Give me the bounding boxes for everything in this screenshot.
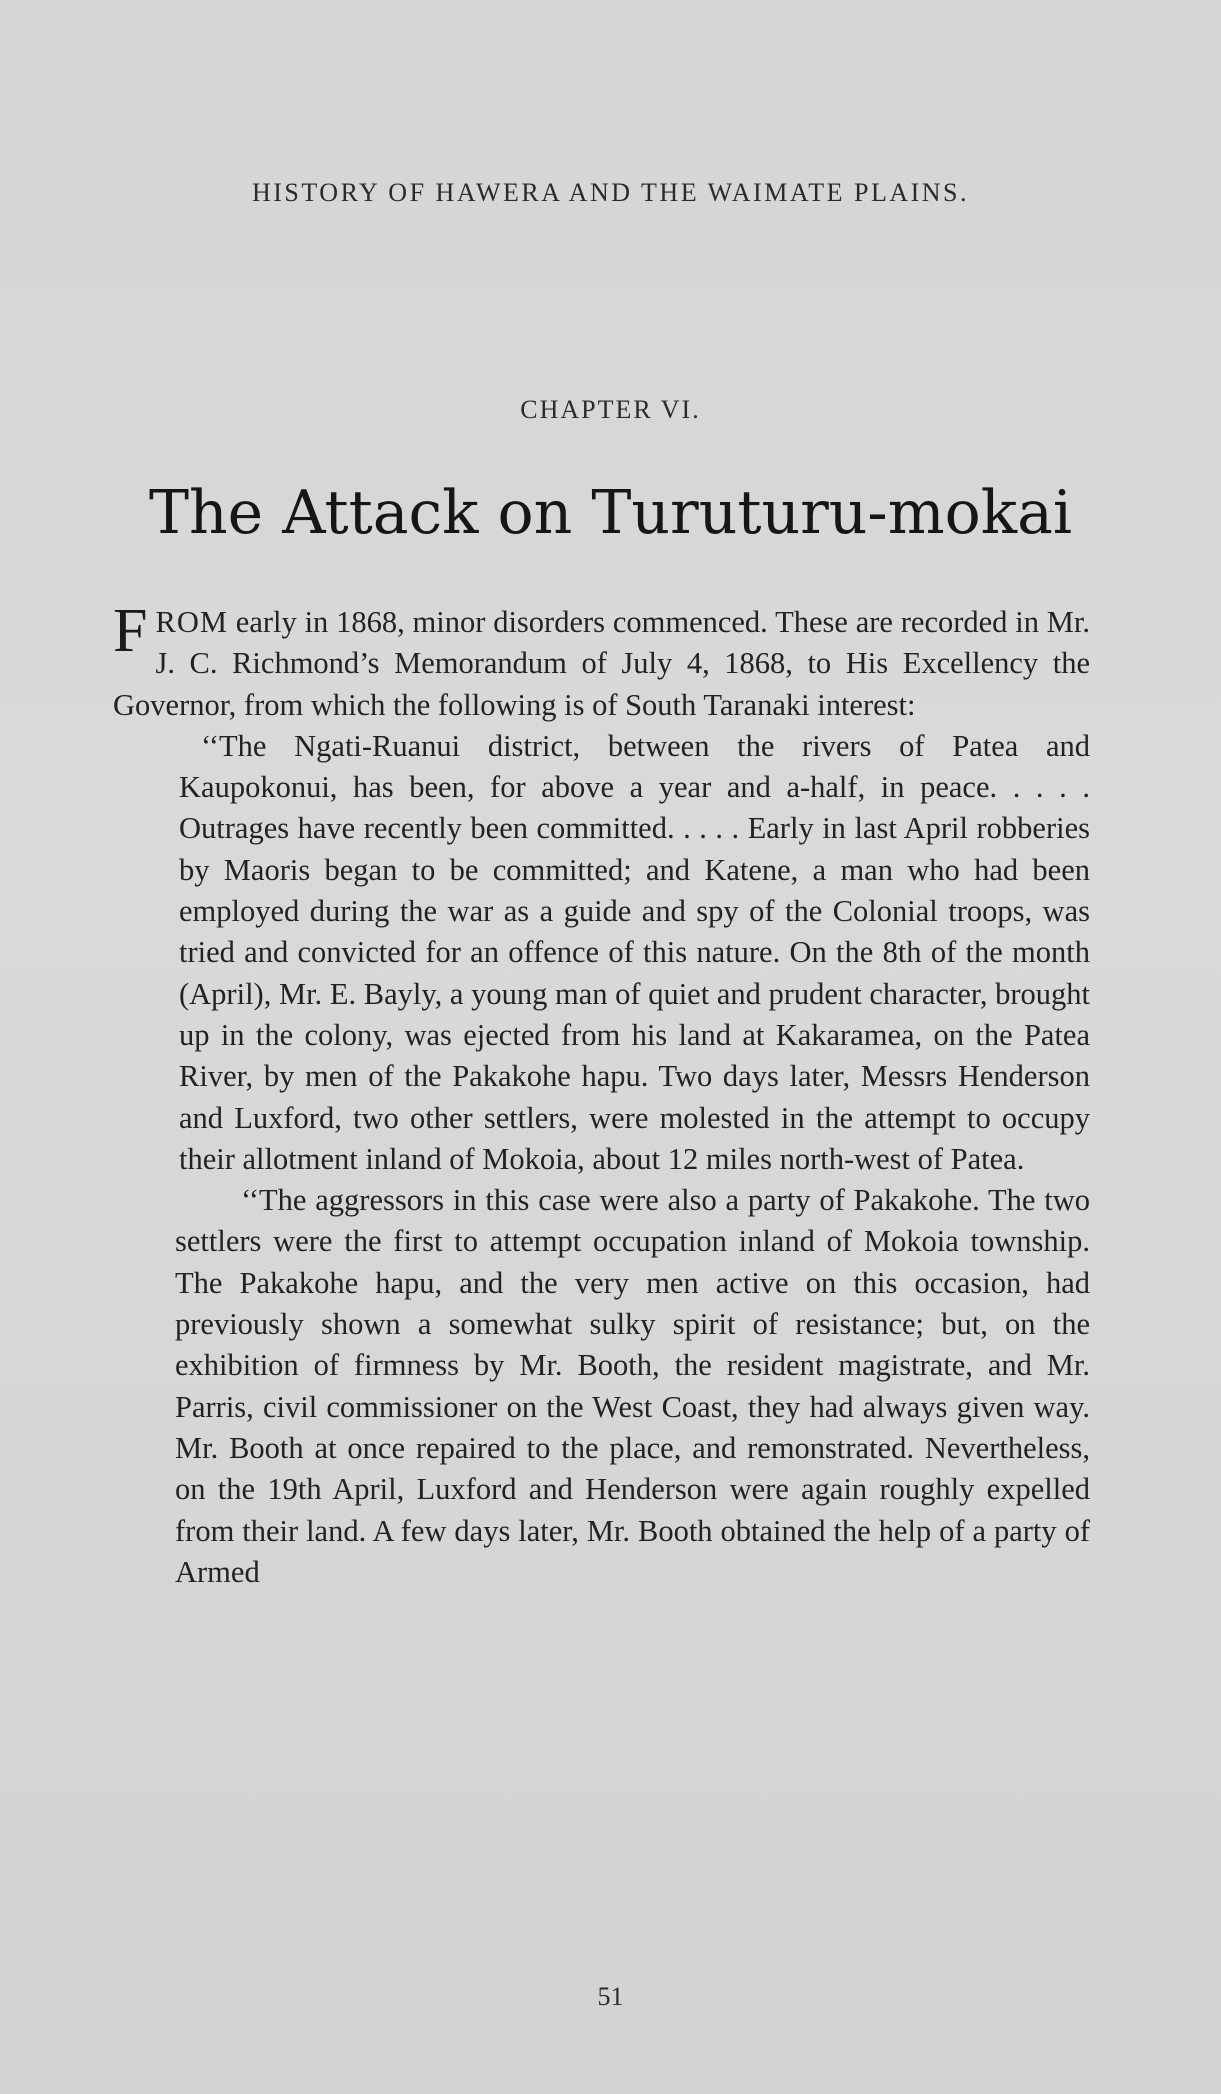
running-head: HISTORY OF HAWERA AND THE WAIMATE PLAINS.	[252, 178, 969, 207]
body-text	[113, 597, 1090, 1593]
quoted-paragraph-1: ‘‘The Ngati-Ruanui district, between the rivers of Patea and Kaupokonui, has been, for above a year and a-half, in peace. . . . . Outrages have recently been committed. . . . . Early in last April robberies by Maoris began to be committed; and Katene, a man who had been employed during the war as a guide and spy of the Colonial troops, was tried and convicted for an offence of this nature. On the 8th of the month (April), Mr. E. Bayly, a young man of quiet and prudent character, brought up in the colony, was ejected from his land at Kakaramea, on the Patea River, by men of the Pakakohe hapu. Two days later, Messrs Henderson and Luxford, two other settlers, were molested in the attempt to occupy their allotment inland of Mokoia, about 12 miles north-west of Patea.	[179, 728, 1090, 1176]
chapter-title: The Attack on Turuturu-mokai	[148, 478, 1073, 548]
paragraph-opening-text: early in 1868, minor disorders commenced. These are recorded in Mr. J. C. Richmond’s Memorandum of July 4, 1868, to His Excellency the Governor, from which the following is of South Taranaki interest:	[113, 605, 1090, 722]
quoted-paragraph-2: ‘‘The aggressors in this case were also a party of Pakakohe. The two settlers were the first to attempt occupation inland of Mokoia township. The Pakakohe hapu, and the very men active on this occasion, had previously shown a somewhat sulky spirit of resistance; but, on the exhibition of firmness by Mr. Booth, the resident magistrate, and Mr. Parris, civil commissioner on the West Coast, they had always given way. Mr. Booth at once repaired to the place, and remonstrated. Nevertheless, on the 19th April, Luxford and Henderson were again roughly expelled from their land. A few days later, Mr. Booth obtained the help of a party of Armed	[175, 1183, 1090, 1589]
page-number: 51	[597, 1982, 624, 2011]
drop-cap: F	[113, 597, 148, 665]
chapter-label: CHAPTER VI.	[520, 395, 701, 424]
opening-word: ROM	[155, 605, 228, 639]
paragraph-opening	[113, 597, 1090, 726]
